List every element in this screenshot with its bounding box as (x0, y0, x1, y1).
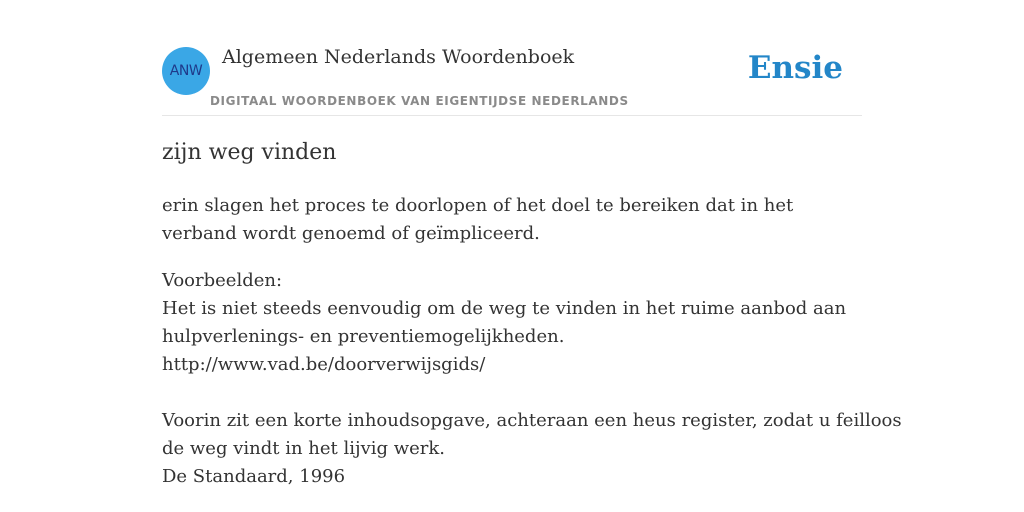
example-line: hulpverlenings- en preventiemogelijkheden. (162, 326, 565, 347)
entry-definition: erin slagen het proces te doorlopen of het doel te bereiken dat in het verband wordt genoemd of geïmpliceerd. (162, 195, 794, 244)
source-subtitle: DIGITAAL WOORDENBOEK VAN EIGENTIJDSE NEDERLANDS (210, 94, 629, 108)
examples-section (162, 267, 902, 491)
examples-label: Voorbeelden: (162, 270, 283, 291)
entry-term: zijn weg vinden (162, 140, 337, 165)
example-line: Voorin zit een korte inhoudsopgave, achteraan een heus register, zodat u feilloos (162, 410, 902, 431)
example-line: Het is niet steeds eenvoudig om de weg te vinden in het ruime aanbod aan (162, 298, 847, 319)
logo-text: ANW (169, 63, 203, 79)
source-title[interactable]: Algemeen Nederlands Woordenboek (222, 46, 575, 68)
source-header (162, 40, 862, 116)
example-separator (162, 379, 862, 407)
example-source: De Standaard, 1996 (162, 466, 346, 487)
example-line: de weg vindt in het lijvig werk. (162, 438, 446, 459)
ensie-logo[interactable]: Ensie (747, 50, 843, 86)
anw-logo[interactable] (162, 47, 210, 95)
example-source: http://www.vad.be/doorverwijsgids/ (162, 354, 486, 375)
